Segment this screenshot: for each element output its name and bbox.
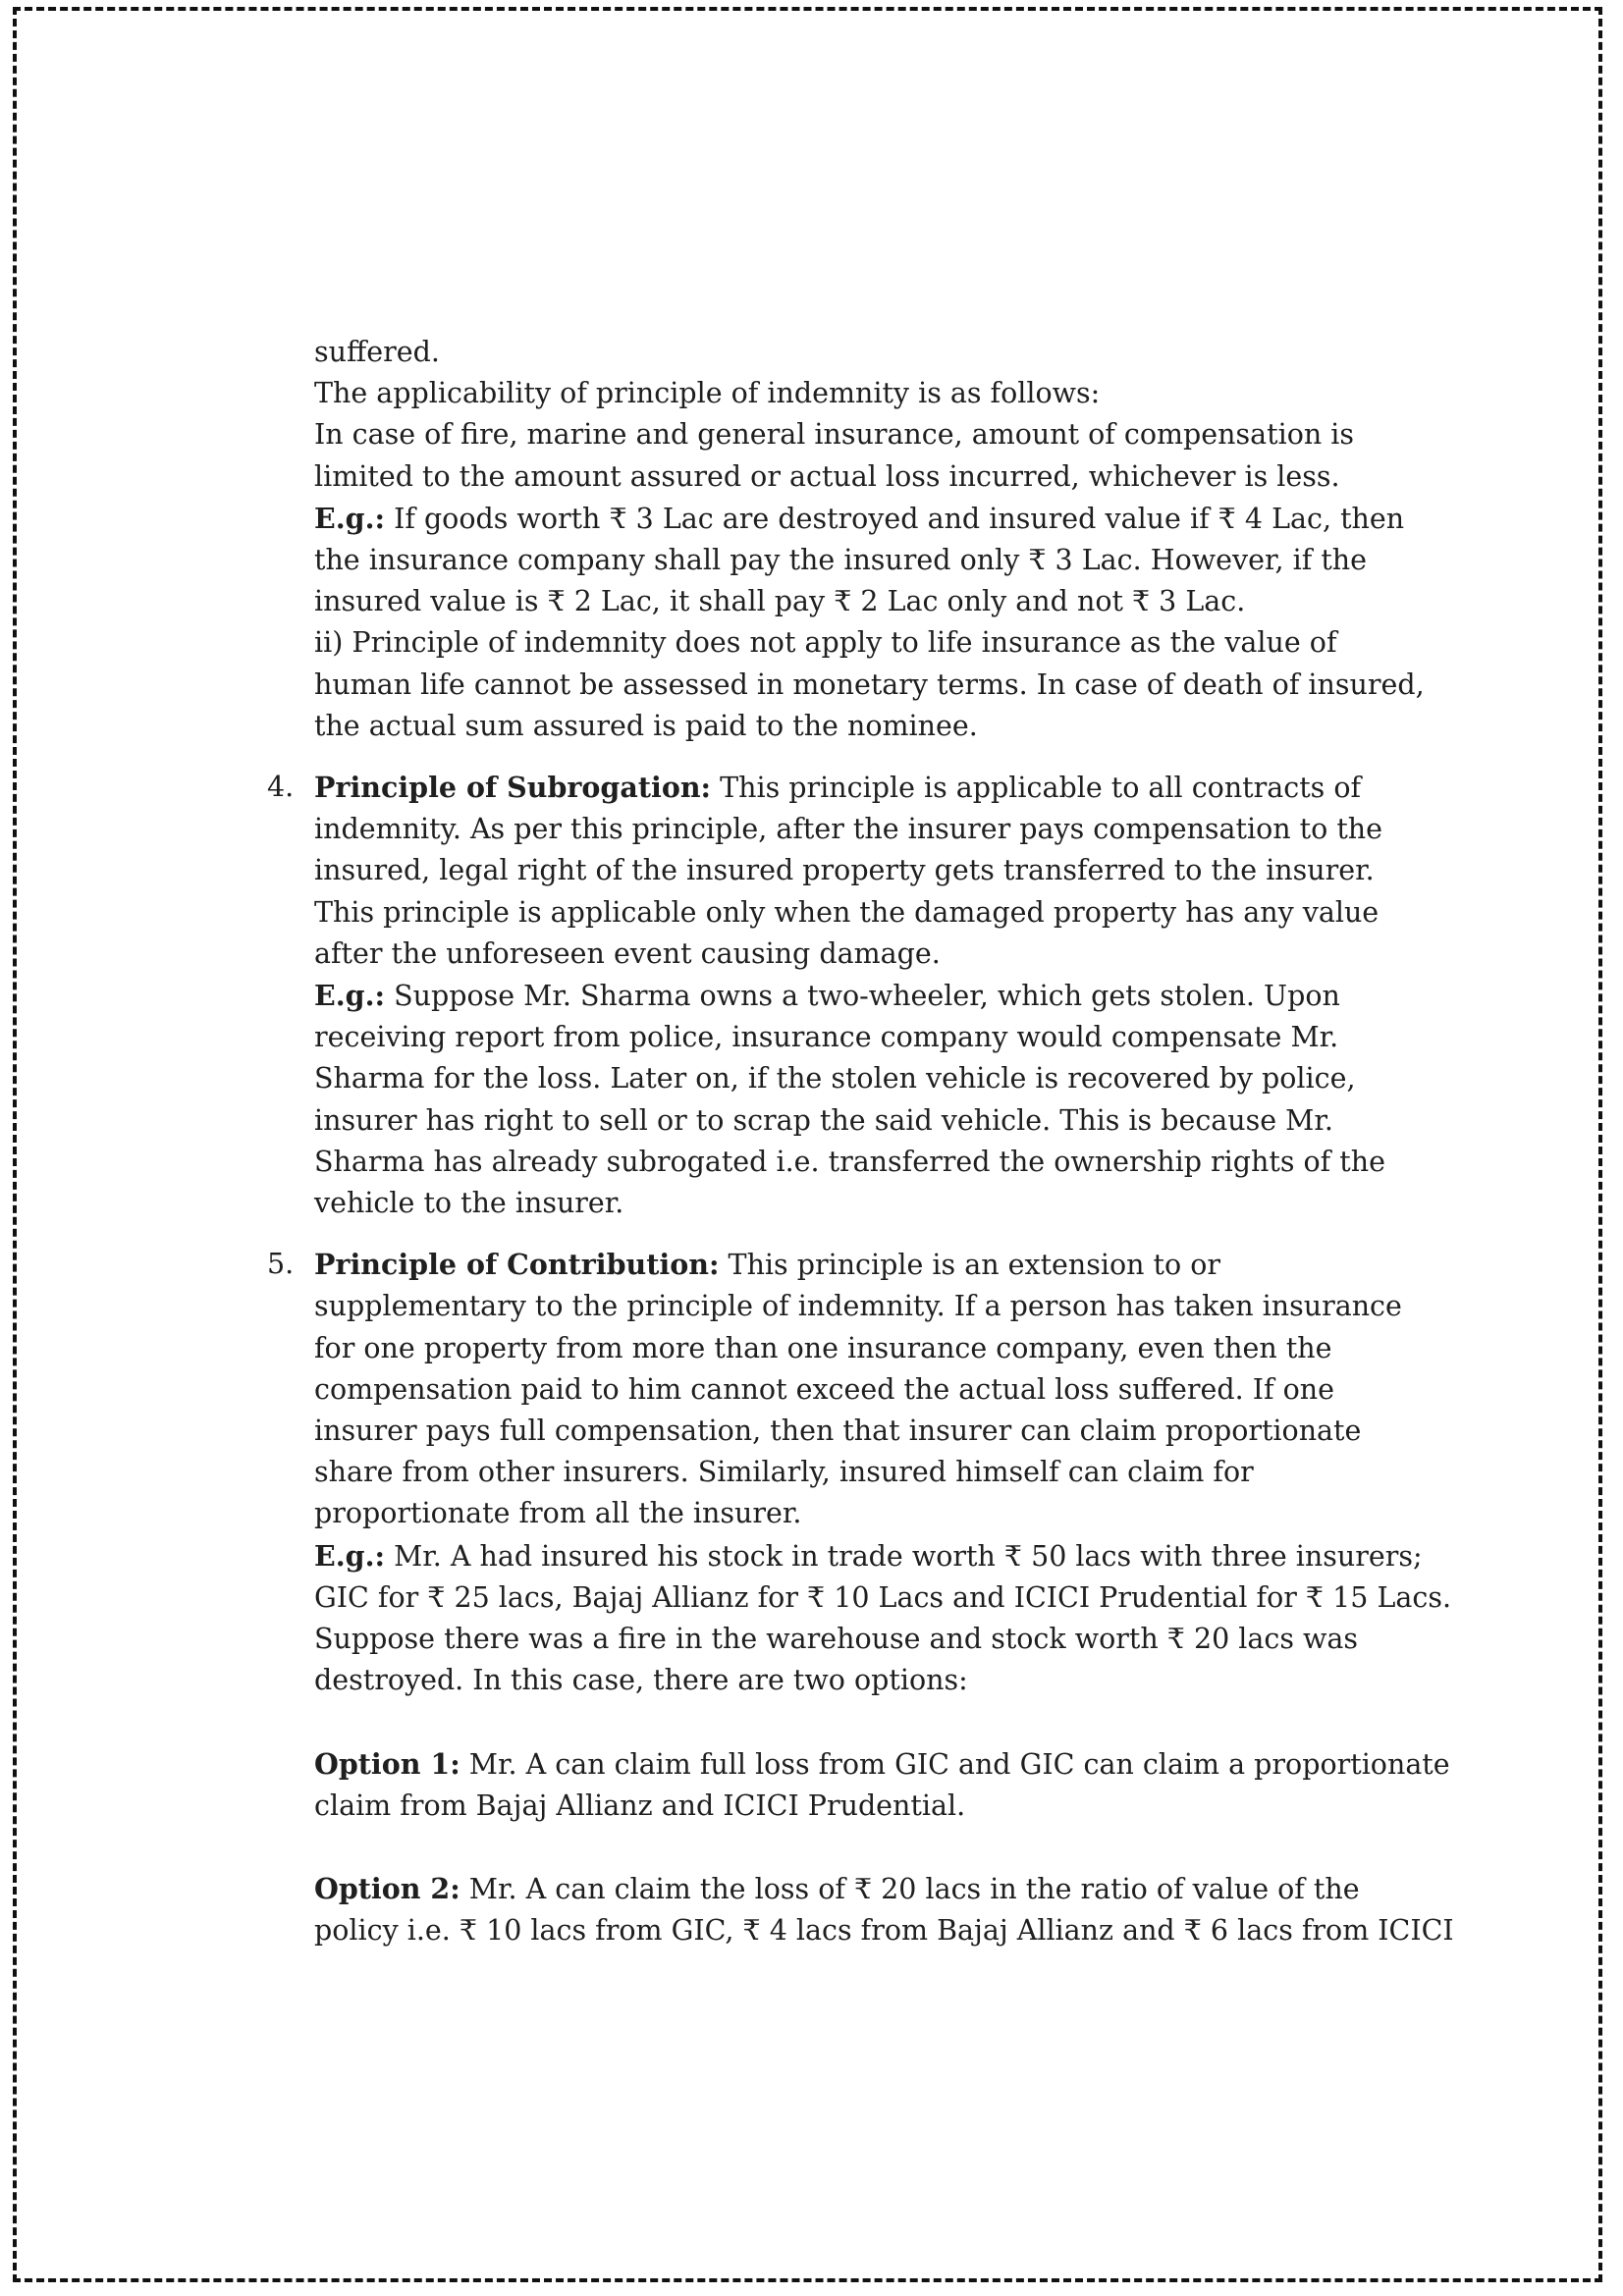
list-number: 4. <box>267 771 295 804</box>
text-line: policy i.e. ₹ 10 lacs from GIC, ₹ 4 lacs from Bajaj Allianz and ₹ 6 lacs from ICICI <box>314 1914 1454 1948</box>
text-line: for one property from more than one insurance company, even then the <box>314 1331 1332 1364</box>
item-heading: Principle of Contribution: <box>314 1248 720 1282</box>
item-heading: Principle of Subrogation: <box>314 771 712 805</box>
example-line <box>314 975 1410 1017</box>
example-line <box>314 1535 1423 1577</box>
text-line: Sharma has already subrogated i.e. transferred the ownership rights of the <box>314 1145 1385 1178</box>
text-line: GIC for ₹ 25 lacs, Bajaj Allianz for ₹ 10 Lacs and ICICI Prudential for ₹ 15 Lacs. <box>314 1580 1452 1614</box>
text-line: compensation paid to him cannot exceed the actual loss suffered. If one <box>314 1372 1334 1406</box>
item-heading-line <box>314 767 1410 809</box>
item-text: This principle is applicable to all contracts of <box>711 772 1362 805</box>
text-line: supplementary to the principle of indemnity. If a person has taken insurance <box>314 1290 1402 1323</box>
text-line: ii) Principle of indemnity does not apply to life insurance as the value of <box>314 626 1337 660</box>
text-line: indemnity. As per this principle, after the insurer pays compensation to the <box>314 813 1383 846</box>
example-text: Suppose Mr. Sharma owns a two-wheeler, which gets stolen. Upon <box>385 980 1340 1013</box>
text-line: insurer pays full compensation, then that insurer can claim proportionate <box>314 1415 1362 1448</box>
text-line: the actual sum assured is paid to the nominee. <box>314 709 978 742</box>
example-label: E.g.: <box>314 501 386 535</box>
list-item-contribution <box>261 1244 1454 1951</box>
option-text: Mr. A can claim full loss from GIC and GIC can claim a proportionate <box>460 1747 1450 1781</box>
text-line: insurer has right to sell or to scrap the said vehicle. This is because Mr. <box>314 1103 1333 1137</box>
text-line: share from other insurers. Similarly, insured himself can claim for <box>314 1456 1254 1489</box>
list-item-subrogation <box>261 767 1410 1224</box>
option-label: Option 1: <box>314 1746 460 1781</box>
example-text: If goods worth ₹ 3 Lac are destroyed and insured value if ₹ 4 Lac, then <box>385 502 1405 535</box>
text-line: This principle is applicable only when the damaged property has any value <box>314 895 1380 929</box>
example-label: E.g.: <box>314 1538 386 1573</box>
option-text: Mr. A can claim the loss of ₹ 20 lacs in the ratio of value of the <box>460 1872 1360 1905</box>
spacer <box>314 1827 1410 1868</box>
text-line: human life cannot be assessed in monetary terms. In case of death of insured, <box>314 667 1425 701</box>
text-line: receiving report from police, insurance company would compensate Mr. <box>314 1021 1339 1054</box>
option-label: Option 2: <box>314 1871 460 1905</box>
text-line: insured value is ₹ 2 Lac, it shall pay ₹ 2 Lac only and not ₹ 3 Lac. <box>314 585 1246 618</box>
example-line <box>314 498 1410 540</box>
text-line: destroyed. In this case, there are two options: <box>314 1664 968 1697</box>
item-text: This principle is an extension to or <box>719 1249 1221 1282</box>
spacer <box>314 1702 1410 1743</box>
text-line: In case of fire, marine and general insurance, amount of compensation is <box>314 418 1355 452</box>
option-line <box>314 1743 1450 1786</box>
text-line: Sharma for the loss. Later on, if the stolen vehicle is recovered by police, <box>314 1062 1356 1095</box>
text-line: proportionate from all the insurer. <box>314 1497 802 1530</box>
example-label: E.g.: <box>314 979 386 1013</box>
text-line: suffered. <box>314 336 440 368</box>
text-line: vehicle to the insurer. <box>314 1187 624 1220</box>
document-body <box>261 332 1454 1951</box>
example-text: Mr. A had insured his stock in trade worth ₹ 50 lacs with three insurers; <box>385 1539 1423 1573</box>
intro-paragraph <box>261 332 1425 747</box>
text-line: claim from Bajaj Allianz and ICICI Prudential. <box>314 1789 966 1822</box>
text-line: Suppose there was a fire in the warehouse and stock worth ₹ 20 lacs was <box>314 1623 1359 1656</box>
item-heading-line <box>314 1244 1410 1286</box>
list-number: 5. <box>267 1248 295 1281</box>
text-line: the insurance company shall pay the insured only ₹ 3 Lac. However, if the <box>314 544 1367 577</box>
text-line: limited to the amount assured or actual loss incurred, whichever is less. <box>314 459 1340 493</box>
text-line: insured, legal right of the insured property gets transferred to the insurer. <box>314 854 1375 887</box>
text-line: after the unforeseen event causing damage. <box>314 936 941 970</box>
text-line: The applicability of principle of indemnity is as follows: <box>314 377 1101 410</box>
option-line <box>314 1868 1410 1910</box>
